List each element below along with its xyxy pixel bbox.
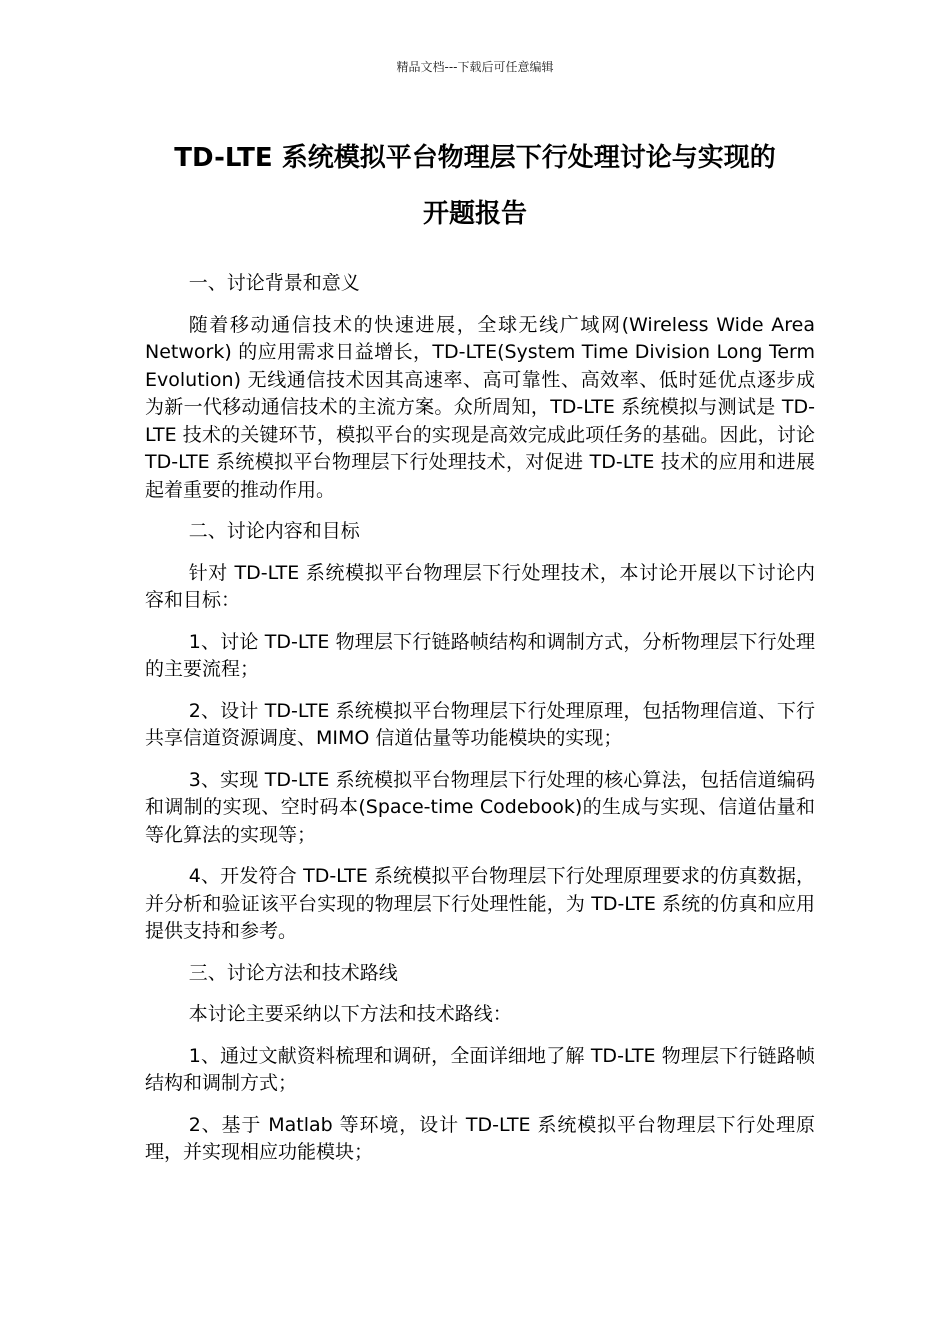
list-item-goal-2: 2、设计 TD-LTE 系统模拟平台物理层下行处理原理，包括物理信道、下行共享信道资源调度、MIMO 信道估量等功能模块的实现； <box>145 699 815 749</box>
list-item-goal-3: 3、实现 TD-LTE 系统模拟平台物理层下行处理的核心算法，包括信道编码和调制的实现、空时码本(Space-time Codebook)的生成与实现、信道估量和等化算法的实现等； <box>145 768 815 846</box>
section-heading-methods: 三、讨论方法和技术路线 <box>188 961 398 984</box>
title-line-2: 开题报告 <box>422 199 527 229</box>
list-item-goal-1: 1、讨论 TD-LTE 物理层下行链路帧结构和调制方式，分析物理层下行处理的主要流程； <box>145 630 815 680</box>
section-heading-background: 一、讨论背景和意义 <box>188 272 360 294</box>
list-item-method-2: 2、基于 Matlab 等环境，设计 TD-LTE 系统模拟平台物理层下行处理原理，并实现相应功能模块； <box>145 1113 815 1163</box>
title-line-1: TD-LTE 系统模拟平台物理层下行处理讨论与实现的 <box>174 143 776 173</box>
section-heading-content-goals: 二、讨论内容和目标 <box>188 520 360 542</box>
document-title <box>100 130 850 242</box>
paragraph-background: 随着移动通信技术的快速进展，全球无线广域网(Wireless Wide Area Network) 的应用需求日益增长，TD-LTE(System Time Division Long Term Evolution) 无线通信技术因其高速率、高可靠性、高效率、低时延优点逐步成为新一代移动通信技术的主流方案。众所周知，TD-LTE 系统模拟与测试是 TD-LTE 技术的关键环节，模拟平台的实现是高效完成此项任务的基础。因此，讨论 TD-LTE 系统模拟平台物理层下行处理技术，对促进 TD-LTE 技术的应用和进展起着重要的推动作用。 <box>145 313 815 501</box>
list-item-goal-4: 4、开发符合 TD-LTE 系统模拟平台物理层下行处理原理要求的仿真数据，并分析和验证该平台实现的物理层下行处理性能，为 TD-LTE 系统的仿真和应用提供支持和参考。 <box>145 865 815 942</box>
document-body <box>145 270 815 1181</box>
paragraph-content-intro: 针对 TD-LTE 系统模拟平台物理层下行处理技术，本讨论开展以下讨论内容和目标： <box>145 561 815 611</box>
list-item-method-1: 1、通过文献资料梳理和调研，全面详细地了解 TD-LTE 物理层下行链路帧结构和调制方式； <box>145 1044 815 1094</box>
page-header: 精品文档---下载后可任意编辑 <box>396 60 554 74</box>
paragraph-methods-intro: 本讨论主要采纳以下方法和技术路线： <box>188 1003 512 1025</box>
